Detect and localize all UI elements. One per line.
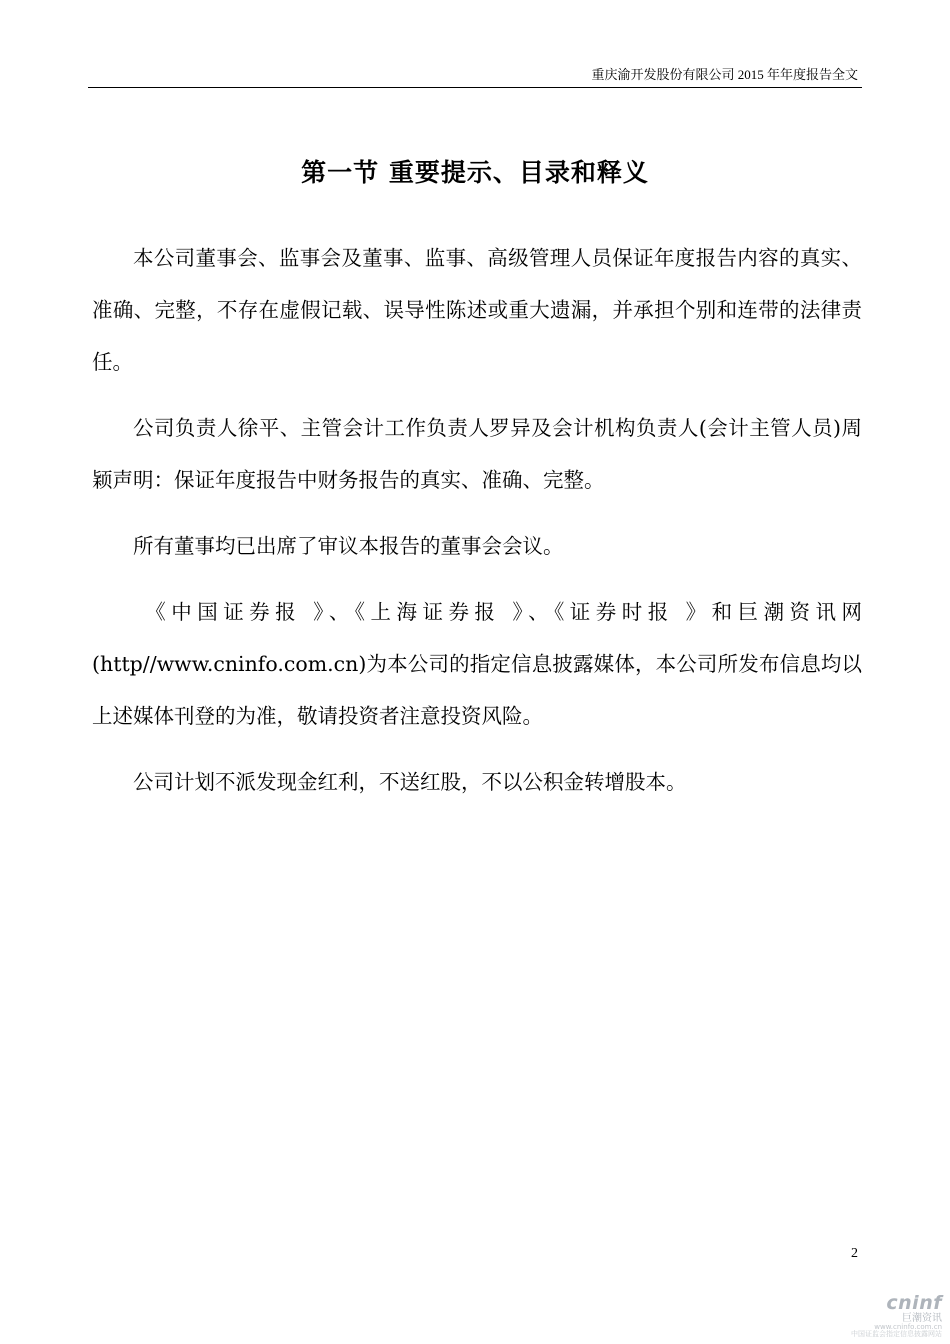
section-title: 第一节 重要提示、目录和释义 — [301, 158, 649, 187]
watermark-logo-text: cninf — [886, 1292, 942, 1314]
header-divider — [88, 87, 862, 88]
dividend-plan-statement: 公司计划不派发现金红利，不送红股，不以公积金转增股本。 — [133, 770, 687, 794]
disclosure-media-statement: 《中国证券报 》、《上海证券报 》、《证券时报 》和巨潮资讯网(http//www.cninfo.com.cn)为本公司的指定信息披露媒体，本公司所发布信息均以上述媒体刊登的为准，敬请投资者注意投资风险。 — [92, 600, 862, 728]
running-header: 重庆渝开发股份有限公司 2015 年年度报告全文 — [591, 67, 858, 82]
watermark-slogan: 中国证监会指定信息披露网站 — [851, 1330, 942, 1338]
watermark-url: www.cninfo.com.cn — [874, 1323, 942, 1331]
document-body — [92, 232, 862, 822]
page-number: 2 — [851, 1246, 858, 1261]
watermark-name: 巨潮资讯 — [902, 1313, 942, 1324]
board-attendance-statement: 所有董事均已出席了审议本报告的董事会会议。 — [133, 534, 564, 558]
responsibility-statement: 本公司董事会、监事会及董事、监事、高级管理人员保证年度报告内容的真实、准确、完整，不存在虚假记载、误导性陈述或重大遗漏，并承担个别和连带的法律责任。 — [92, 246, 862, 374]
officers-declaration: 公司负责人徐平、主管会计工作负责人罗异及会计机构负责人(会计主管人员)周颖声明：保证年度报告中财务报告的真实、准确、完整。 — [92, 416, 862, 492]
cninfo-watermark-logo — [830, 1294, 942, 1338]
